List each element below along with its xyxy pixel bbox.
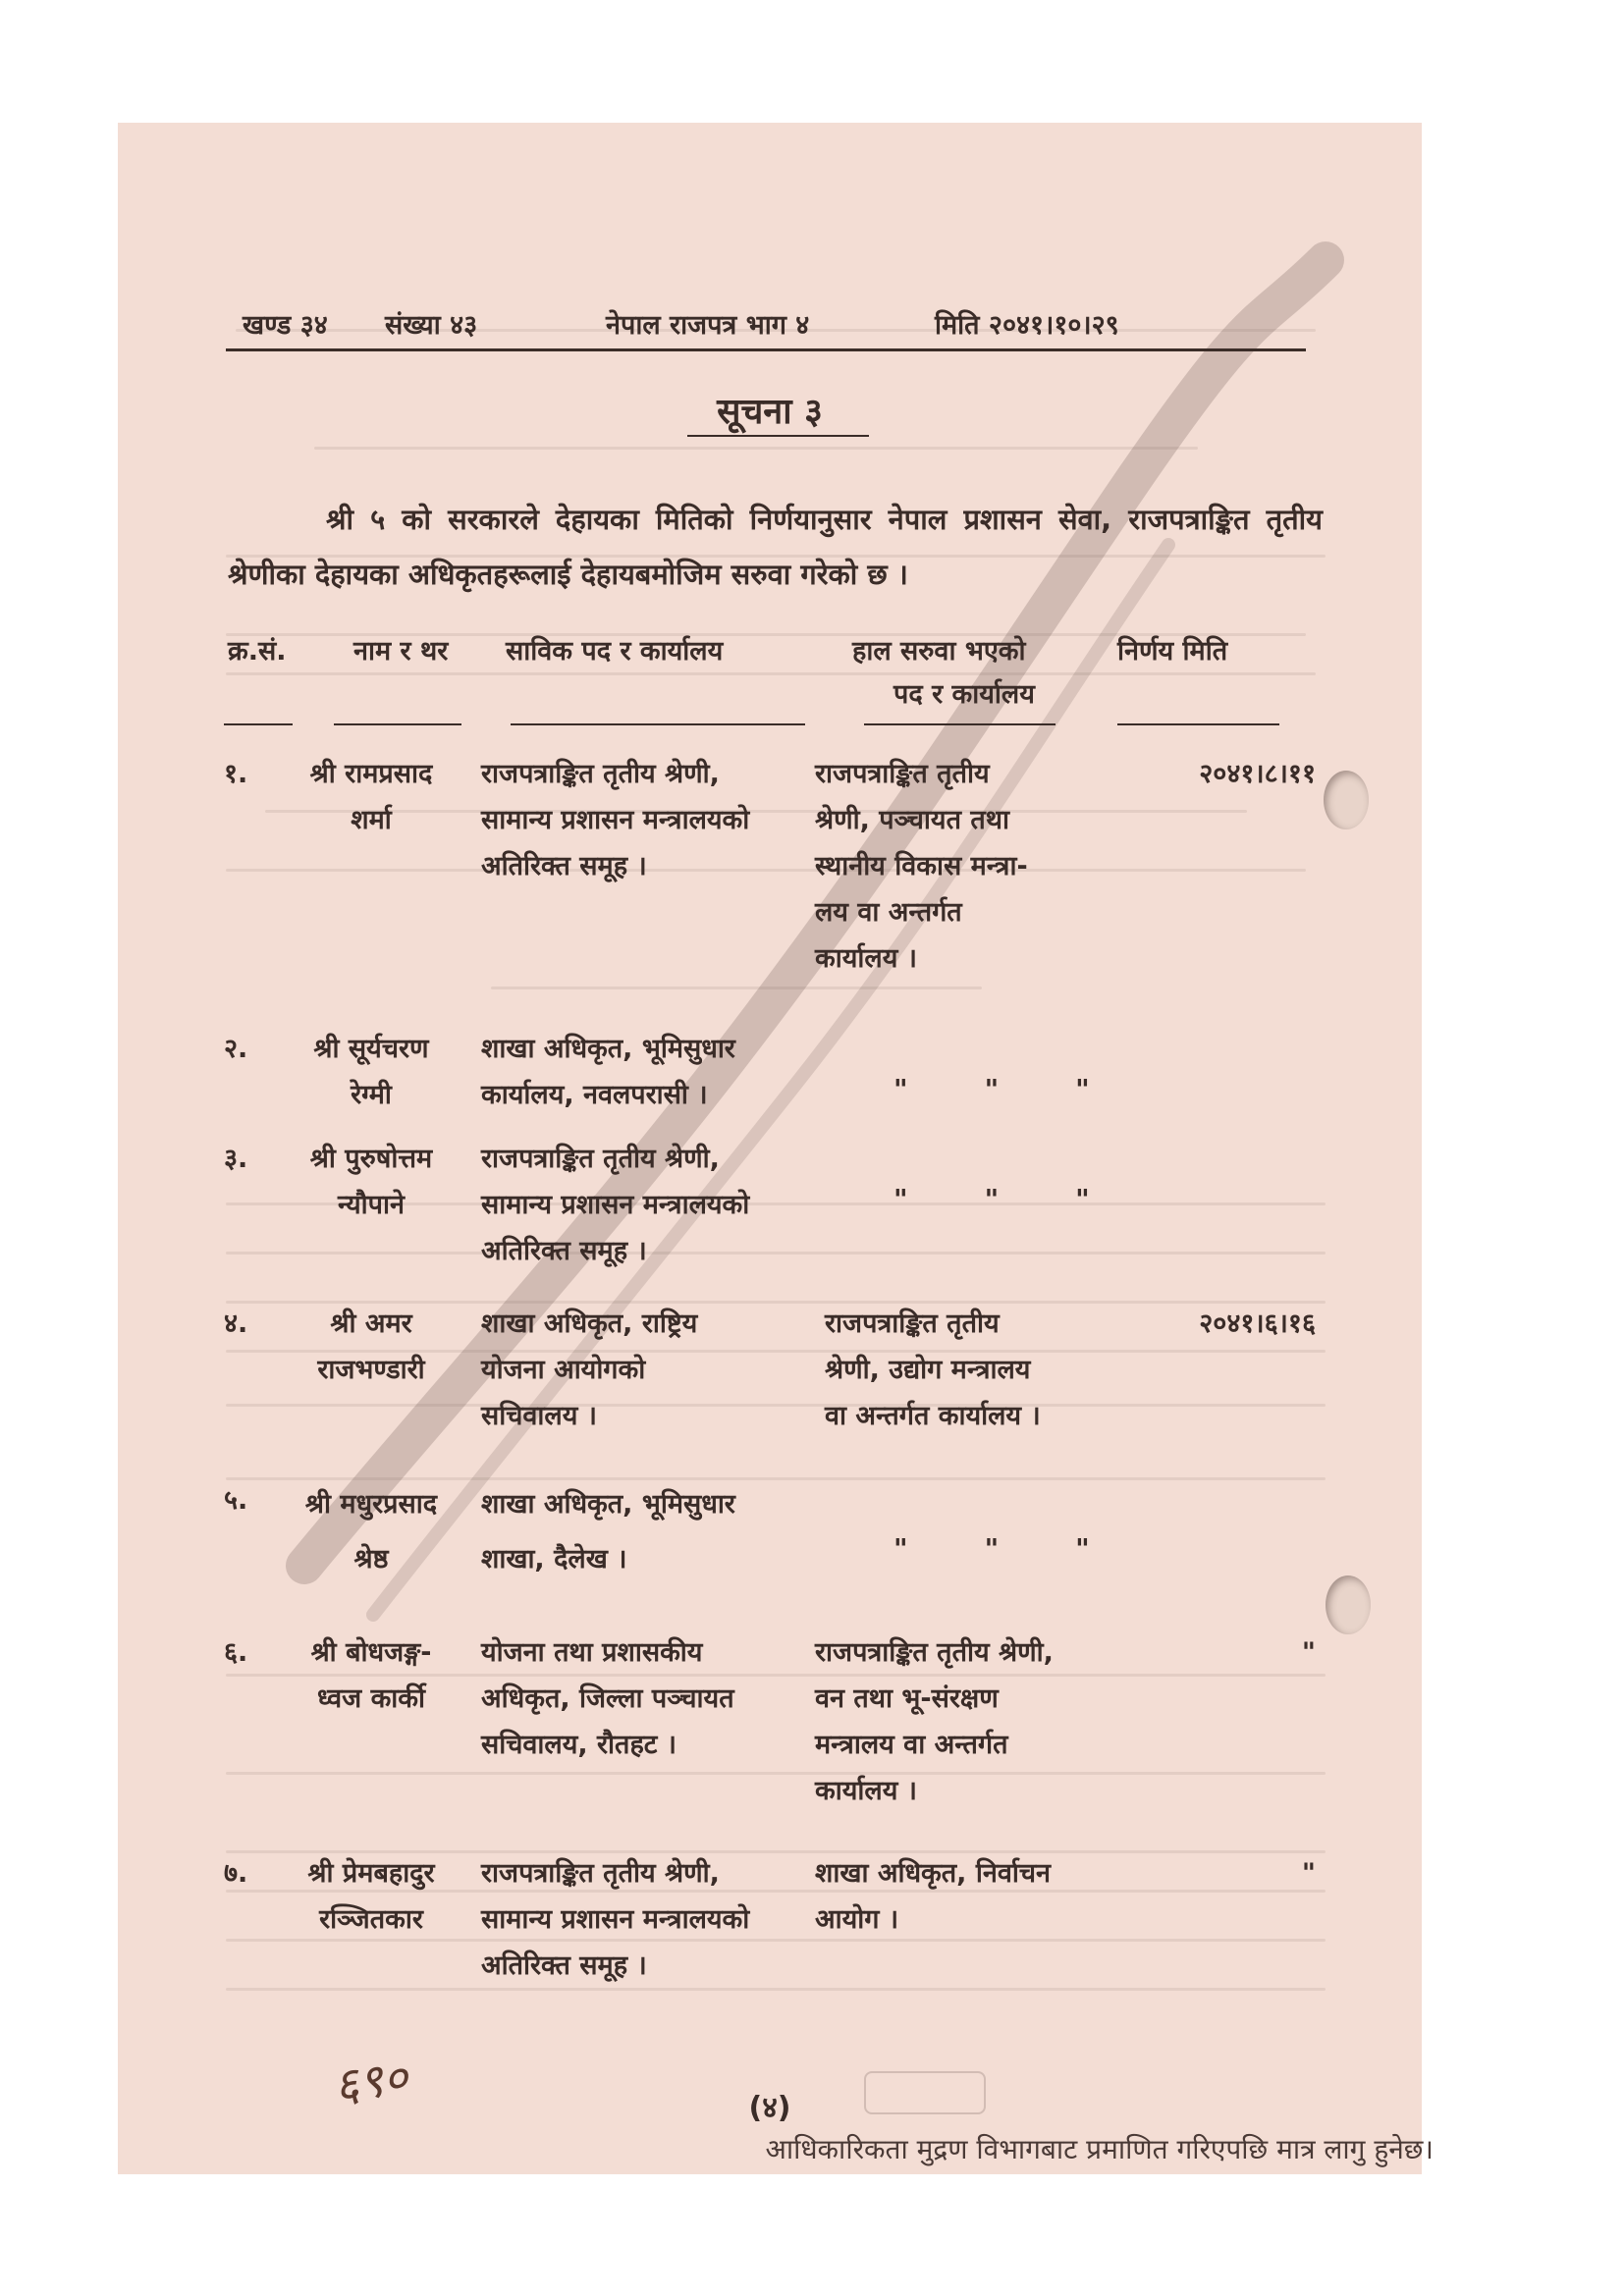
column-rule — [224, 723, 293, 725]
gazette-header — [243, 297, 1332, 347]
row-ditto-marks: " " " — [893, 1532, 1090, 1565]
row-current-post: राजपत्राङ्कित तृतीय श्रेणी, उद्योग मन्त्रालय वा अन्तर्गत कार्यालय । — [825, 1308, 1041, 1431]
row-number: ५. — [224, 1485, 248, 1516]
row-previous-post: शाखा अधिकृत, भूमिसुधार कार्यालय, नवलपरासी । — [481, 1034, 735, 1110]
punch-hole — [1324, 771, 1369, 829]
row-current-post: राजपत्राङ्कित तृतीय श्रेणी, वन तथा भू-संरक्षण मन्त्रालय वा अन्तर्गत कार्यालय । — [815, 1637, 1054, 1806]
row-current-post: शाखा अधिकृत, निर्वाचन आयोग । — [815, 1858, 1051, 1935]
column-rule — [334, 723, 461, 725]
title-underline — [687, 435, 869, 437]
row-previous-post: योजना तथा प्रशासकीय अधिकृत, जिल्ला पञ्चायत सचिवालय, रौतहट । — [481, 1637, 734, 1760]
scanned-gazette-page — [118, 123, 1434, 2174]
row-ditto-marks: " " " — [893, 1073, 1090, 1105]
column-rule — [864, 723, 1056, 725]
handwritten-page-number: ६९० — [330, 2050, 411, 2114]
header-issue: संख्या ४३ — [385, 310, 478, 341]
punch-hole — [1326, 1575, 1371, 1634]
column-rule — [511, 723, 805, 725]
row-name: श्री रामप्रसाद शर्मा — [309, 759, 433, 835]
page-number: (४) — [748, 2091, 791, 2125]
column-serial: क्र.सं. — [228, 636, 287, 667]
row-number: ४. — [224, 1308, 248, 1339]
authenticity-footer-note: आधिकारिकता मुद्रण विभागबाट प्रमाणित गरिएपछि मात्र लागु हुनेछ। — [765, 2133, 1434, 2165]
row-number: १. — [224, 759, 248, 789]
row-decision-date: " — [1301, 1637, 1316, 1668]
row-decision-date: २०४१।६।१६ — [1199, 1308, 1316, 1339]
row-name: श्री बोधजङ्ग- ध्वज कार्की — [310, 1637, 432, 1714]
column-previous: साविक पद र कार्यालय — [506, 636, 724, 667]
row-current-post: राजपत्राङ्कित तृतीय श्रेणी, पञ्चायत तथा स्थानीय विकास मन्त्रा- लय वा अन्तर्गत कार्यालय । — [815, 759, 1028, 974]
row-name: श्री अमर राजभण्डारी — [317, 1308, 425, 1385]
row-number: ३. — [224, 1144, 248, 1174]
row-name: श्री मधुरप्रसाद श्रेष्ठ — [304, 1489, 438, 1575]
notice-title: सूचना ३ — [717, 392, 823, 432]
row-previous-post: राजपत्राङ्कित तृतीय श्रेणी, सामान्य प्रशासन मन्त्रालयको अतिरिक्त समूह । — [481, 1144, 750, 1266]
row-decision-date: २०४१।८।११ — [1199, 759, 1316, 789]
row-ditto-marks: " " " — [893, 1183, 1090, 1215]
row-previous-post: राजपत्राङ्कित तृतीय श्रेणी, सामान्य प्रशासन मन्त्रालयको अतिरिक्त समूह । — [481, 759, 750, 881]
row-name: श्री पुरुषोत्तम न्यौपाने — [309, 1144, 433, 1220]
row-name: श्री प्रेमबहादुर रञ्जितकार — [307, 1858, 435, 1935]
row-previous-post: शाखा अधिकृत, राष्ट्रिय योजना आयोगको सचिवालय । — [481, 1308, 698, 1431]
header-rule — [226, 348, 1306, 351]
column-name: नाम र थर — [353, 636, 449, 667]
column-current-line2: पद र कार्यालय — [893, 679, 1035, 710]
row-previous-post: शाखा अधिकृत, भूमिसुधार शाखा, दैलेख । — [481, 1489, 735, 1575]
column-current-line1: हाल सरुवा भएको — [852, 636, 1026, 667]
row-previous-post: राजपत्राङ्कित तृतीय श्रेणी, सामान्य प्रशासन मन्त्रालयको अतिरिक्त समूह । — [481, 1858, 750, 1981]
row-number: २. — [224, 1034, 248, 1064]
row-decision-date: " — [1301, 1858, 1316, 1889]
header-volume: खण्ड ३४ — [243, 310, 328, 341]
intro-paragraph — [228, 492, 1323, 602]
row-number: ७. — [224, 1858, 248, 1889]
row-name: श्री सूर्यचरण रेग्मी — [313, 1034, 429, 1110]
intro-text: श्री ५ को सरकारले देहायका मितिको निर्णयानुसार नेपाल प्रशासन सेवा, राजपत्राङ्कित तृतीय श्रेणीका देहायका अधिकृतहरूलाई देहायबमोजिम सरुवा गरेको छ । — [228, 503, 1323, 591]
header-gazette-name: नेपाल राजपत्र भाग ४ — [606, 310, 810, 341]
row-number: ६. — [224, 1637, 248, 1668]
column-rule — [1117, 723, 1279, 725]
header-date: मिति २०४१।१०।२९ — [935, 310, 1119, 341]
column-date: निर्णय मिति — [1117, 636, 1228, 667]
